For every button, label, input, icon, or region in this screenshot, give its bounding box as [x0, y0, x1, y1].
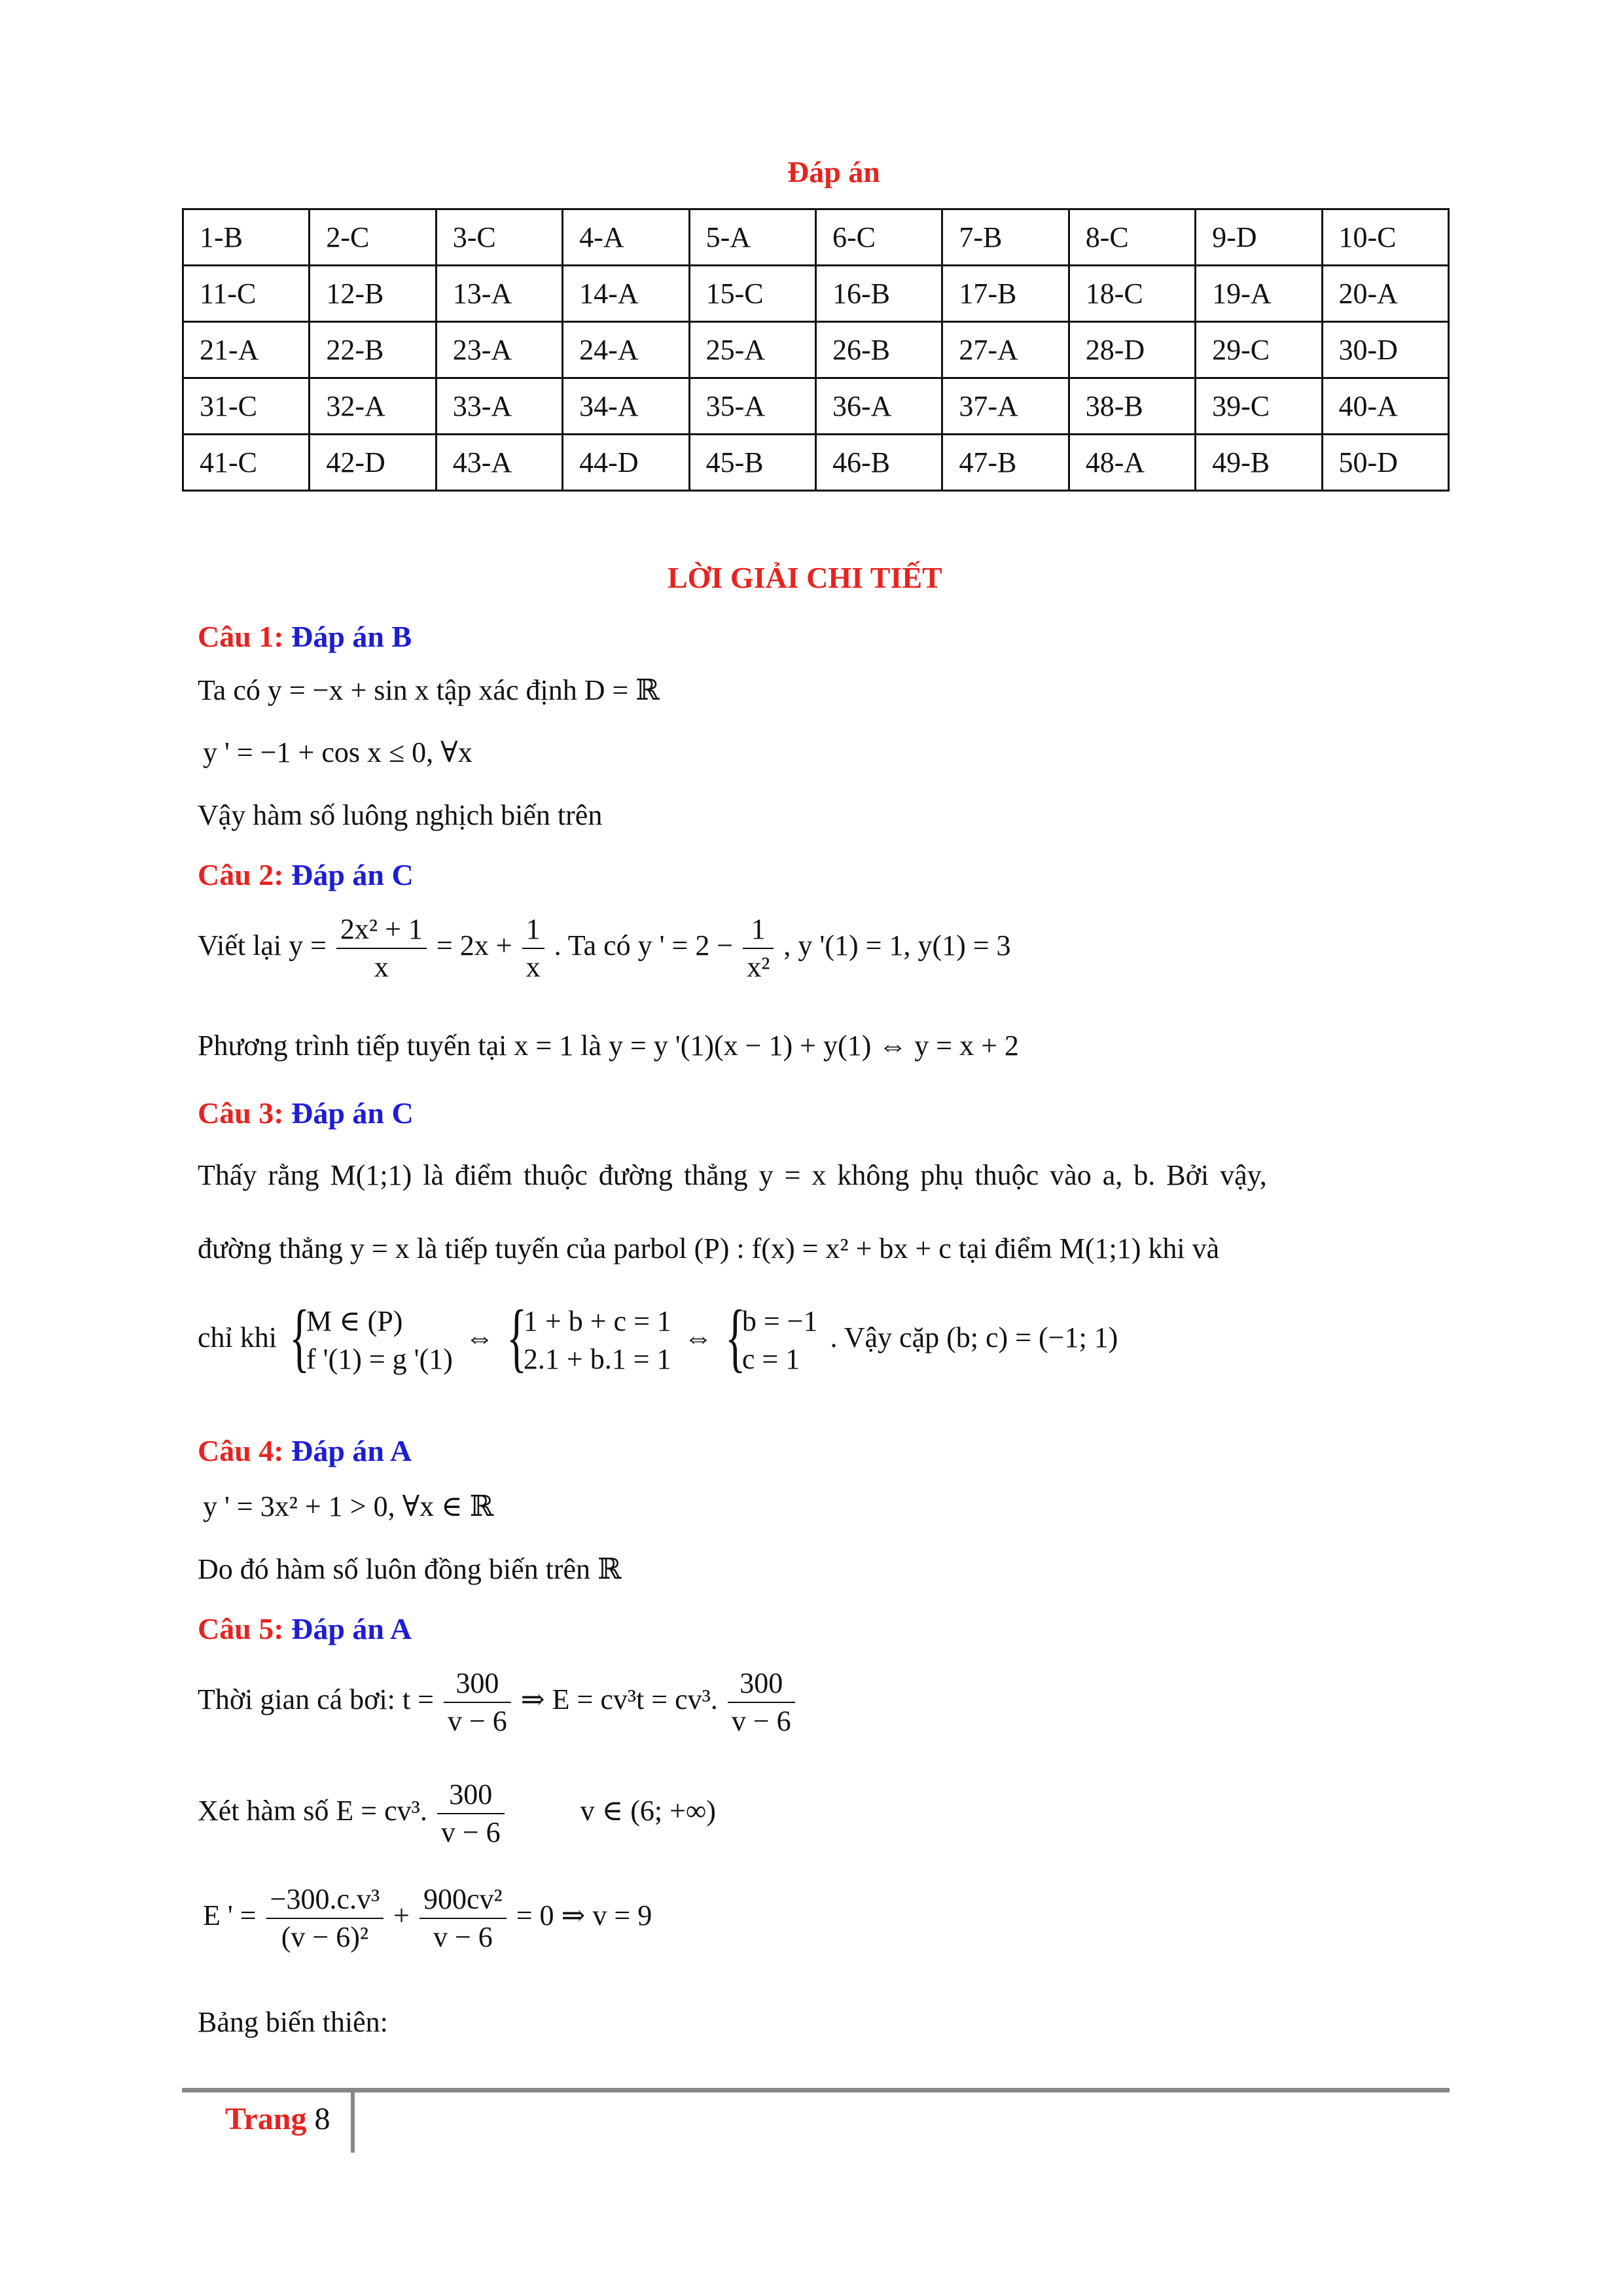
footer-divider — [351, 2092, 355, 2153]
table-row — [183, 322, 1449, 378]
answer-cell: 17-B — [942, 266, 1069, 322]
q5-l3-prefix: E ' = — [203, 1899, 257, 1932]
q5-l2-suffix: v ∈ (6; +∞) — [580, 1795, 716, 1827]
answer-cell: 22-B — [310, 322, 436, 378]
answer-cell: 6-C — [815, 209, 942, 266]
table-row — [183, 266, 1449, 322]
q2-line1 — [198, 915, 1011, 982]
answer-cell: 10-C — [1322, 209, 1448, 266]
solutions-title: LỜI GIẢI CHI TIẾT — [668, 561, 942, 594]
answer-cell: 14-A — [563, 266, 689, 322]
answer-cell: 38-B — [1069, 378, 1195, 435]
q2-suffix: , y '(1) = 1, y(1) = 3 — [783, 929, 1011, 962]
answer-cell: 12-B — [310, 266, 436, 322]
answer-cell: 8-C — [1069, 209, 1195, 266]
answer-cell: 16-B — [815, 266, 942, 322]
q5-l1-fraction-2: $\frac{300}{v - 6}$ — [728, 1669, 795, 1736]
q3-line1: Thấy rằng M(1;1) là điểm thuộc đường thẳng y = x không phụ thuộc vào a, b. Bởi vậy, — [198, 1159, 1267, 1191]
q3-line2: đường thẳng y = x là tiếp tuyến của parbol (P) : f(x) = x² + bx + c tại điểm M(1;1) khi và — [198, 1232, 1220, 1265]
answer-cell: 35-A — [689, 378, 815, 435]
answer-cell: 3-C — [436, 209, 562, 266]
table-row — [183, 209, 1449, 266]
answer-cell: 9-D — [1196, 209, 1322, 266]
q5-line3 — [203, 1885, 652, 1952]
q2-fraction-3: $\frac{1}{\text{x²}}$ — [743, 915, 774, 982]
answer-cell: 5-A — [689, 209, 815, 266]
q2-label: Câu 2: — [198, 858, 284, 891]
answer-cell: 15-C — [689, 266, 815, 322]
answer-cell: 34-A — [563, 378, 689, 435]
answer-cell: 1-B — [183, 209, 310, 266]
q5-l2-fraction: $\frac{300}{v - 6}$ — [437, 1780, 505, 1847]
answer-cell: 31-C — [183, 378, 310, 435]
answer-cell: 33-A — [436, 378, 562, 435]
q2-mid: = 2x + — [436, 929, 512, 962]
q4-line1: y ' = 3x² + 1 > 0, ∀x ∈ ℝ — [203, 1490, 494, 1522]
q5-l3-fraction-1: $\frac{\text{−300.c.v³}}{\text{(v − 6)²}}$ — [266, 1885, 384, 1952]
answer-cell: 30-D — [1322, 322, 1448, 378]
q4-label: Câu 4: — [198, 1434, 284, 1467]
answer-cell: 21-A — [183, 322, 310, 378]
q5-label: Câu 5: — [198, 1612, 284, 1645]
answer-table — [182, 208, 1450, 492]
q1-label: Câu 1: — [198, 620, 284, 653]
q3-system-2: { 1 + b + c = 1 2.1 + b.1 = 1 — [506, 1294, 671, 1380]
q3-answer: Đáp án C — [291, 1096, 414, 1130]
answer-cell: 19-A — [1196, 266, 1322, 322]
answer-cell: 20-A — [1322, 266, 1448, 322]
q3-line3 — [198, 1294, 1118, 1380]
footer-rule — [182, 2088, 1450, 2092]
q5-line1 — [198, 1669, 798, 1736]
answer-cell: 7-B — [942, 209, 1069, 266]
answer-cell: 45-B — [689, 435, 815, 491]
page-footer — [225, 2101, 330, 2137]
q1-line1: Ta có y = −x + sin x tập xác định D = ℝ — [198, 674, 660, 706]
answer-cell: 4-A — [563, 209, 689, 266]
answer-cell: 44-D — [563, 435, 689, 491]
answer-cell: 2-C — [310, 209, 436, 266]
q3-system-1: { M ∈ (P) f '(1) = g '(1) — [289, 1294, 453, 1380]
q5-line4: Bảng biến thiên: — [198, 2006, 388, 2038]
q2-mid2: . Ta có y ' = 2 − — [554, 929, 734, 962]
answer-cell: 48-A — [1069, 435, 1195, 491]
q5-answer: Đáp án A — [291, 1612, 412, 1645]
q2-fraction-2: $\frac{1}{x}$ — [522, 915, 544, 982]
q4-line2: Do đó hàm số luôn đồng biến trên ℝ — [198, 1553, 622, 1585]
table-row — [183, 378, 1449, 435]
answer-cell: 32-A — [310, 378, 436, 435]
q3-prefix: chỉ khi — [198, 1321, 277, 1354]
q5-l1-mid: ⇒ E = cv³t = cv³. — [520, 1683, 718, 1716]
answer-cell: 41-C — [183, 435, 310, 491]
q3-heading — [198, 1096, 414, 1130]
q1-line2: y ' = −1 + cos x ≤ 0, ∀x — [203, 736, 473, 768]
q1-line3: Vậy hàm số luông nghịch biến trên — [198, 799, 603, 831]
q5-l2-prefix: Xét hàm số E = cv³. — [198, 1795, 427, 1827]
q4-answer: Đáp án A — [291, 1434, 412, 1467]
answer-cell: 27-A — [942, 322, 1069, 378]
q5-line2 — [198, 1780, 716, 1847]
q2-heading — [198, 857, 414, 892]
answer-cell: 50-D — [1322, 435, 1448, 491]
answer-key-title: Đáp án — [787, 155, 880, 188]
q5-l1-prefix: Thời gian cá bơi: t = — [198, 1683, 434, 1716]
table-row — [183, 435, 1449, 491]
q3-label: Câu 3: — [198, 1096, 284, 1130]
answer-cell: 43-A — [436, 435, 562, 491]
q2-fraction-1: $\frac{\text{2x² + 1}}{x}$ — [336, 915, 427, 982]
answer-cell: 49-B — [1196, 435, 1322, 491]
answer-cell: 36-A — [815, 378, 942, 435]
q5-l3-suffix: = 0 ⇒ v = 9 — [516, 1899, 652, 1932]
q4-heading — [198, 1433, 412, 1468]
q5-heading — [198, 1611, 412, 1646]
answer-cell: 11-C — [183, 266, 310, 322]
q2-answer: Đáp án C — [291, 858, 414, 891]
answer-cell: 42-D — [310, 435, 436, 491]
q3-equiv-2: ⇔ — [683, 1321, 713, 1354]
q1-answer: Đáp án B — [291, 620, 412, 653]
answer-cell: 26-B — [815, 322, 942, 378]
answer-cell: 46-B — [815, 435, 942, 491]
answer-cell: 13-A — [436, 266, 562, 322]
answer-cell: 25-A — [689, 322, 815, 378]
q2-prefix: Viết lại y = — [198, 929, 327, 962]
q2-line2: Phương trình tiếp tuyến tại x = 1 là y = y '(1)(x − 1) + y(1) ⇔ y = x + 2 — [198, 1030, 1019, 1062]
answer-cell: 29-C — [1196, 322, 1322, 378]
q3-equiv-1: ⇔ — [465, 1321, 494, 1354]
q5-l1-fraction-1: $\frac{300}{v - 6}$ — [444, 1669, 511, 1736]
answer-cell: 40-A — [1322, 378, 1448, 435]
q3-suffix: . Vậy cặp (b; c) = (−1; 1) — [830, 1321, 1118, 1354]
q1-heading — [198, 619, 412, 654]
footer-label: Trang — [225, 2102, 307, 2136]
answer-cell: 18-C — [1069, 266, 1195, 322]
answer-cell: 23-A — [436, 322, 562, 378]
page-number: 8 — [314, 2102, 330, 2136]
answer-cell: 39-C — [1196, 378, 1322, 435]
answer-cell: 28-D — [1069, 322, 1195, 378]
answer-cell: 24-A — [563, 322, 689, 378]
q3-system-3: { b = −1 c = 1 — [724, 1294, 818, 1380]
answer-cell: 47-B — [942, 435, 1069, 491]
answer-cell: 37-A — [942, 378, 1069, 435]
q5-l3-plus: + — [393, 1899, 410, 1932]
q5-l3-fraction-2: $\frac{\text{900cv²}}{v - 6}$ — [419, 1885, 507, 1952]
